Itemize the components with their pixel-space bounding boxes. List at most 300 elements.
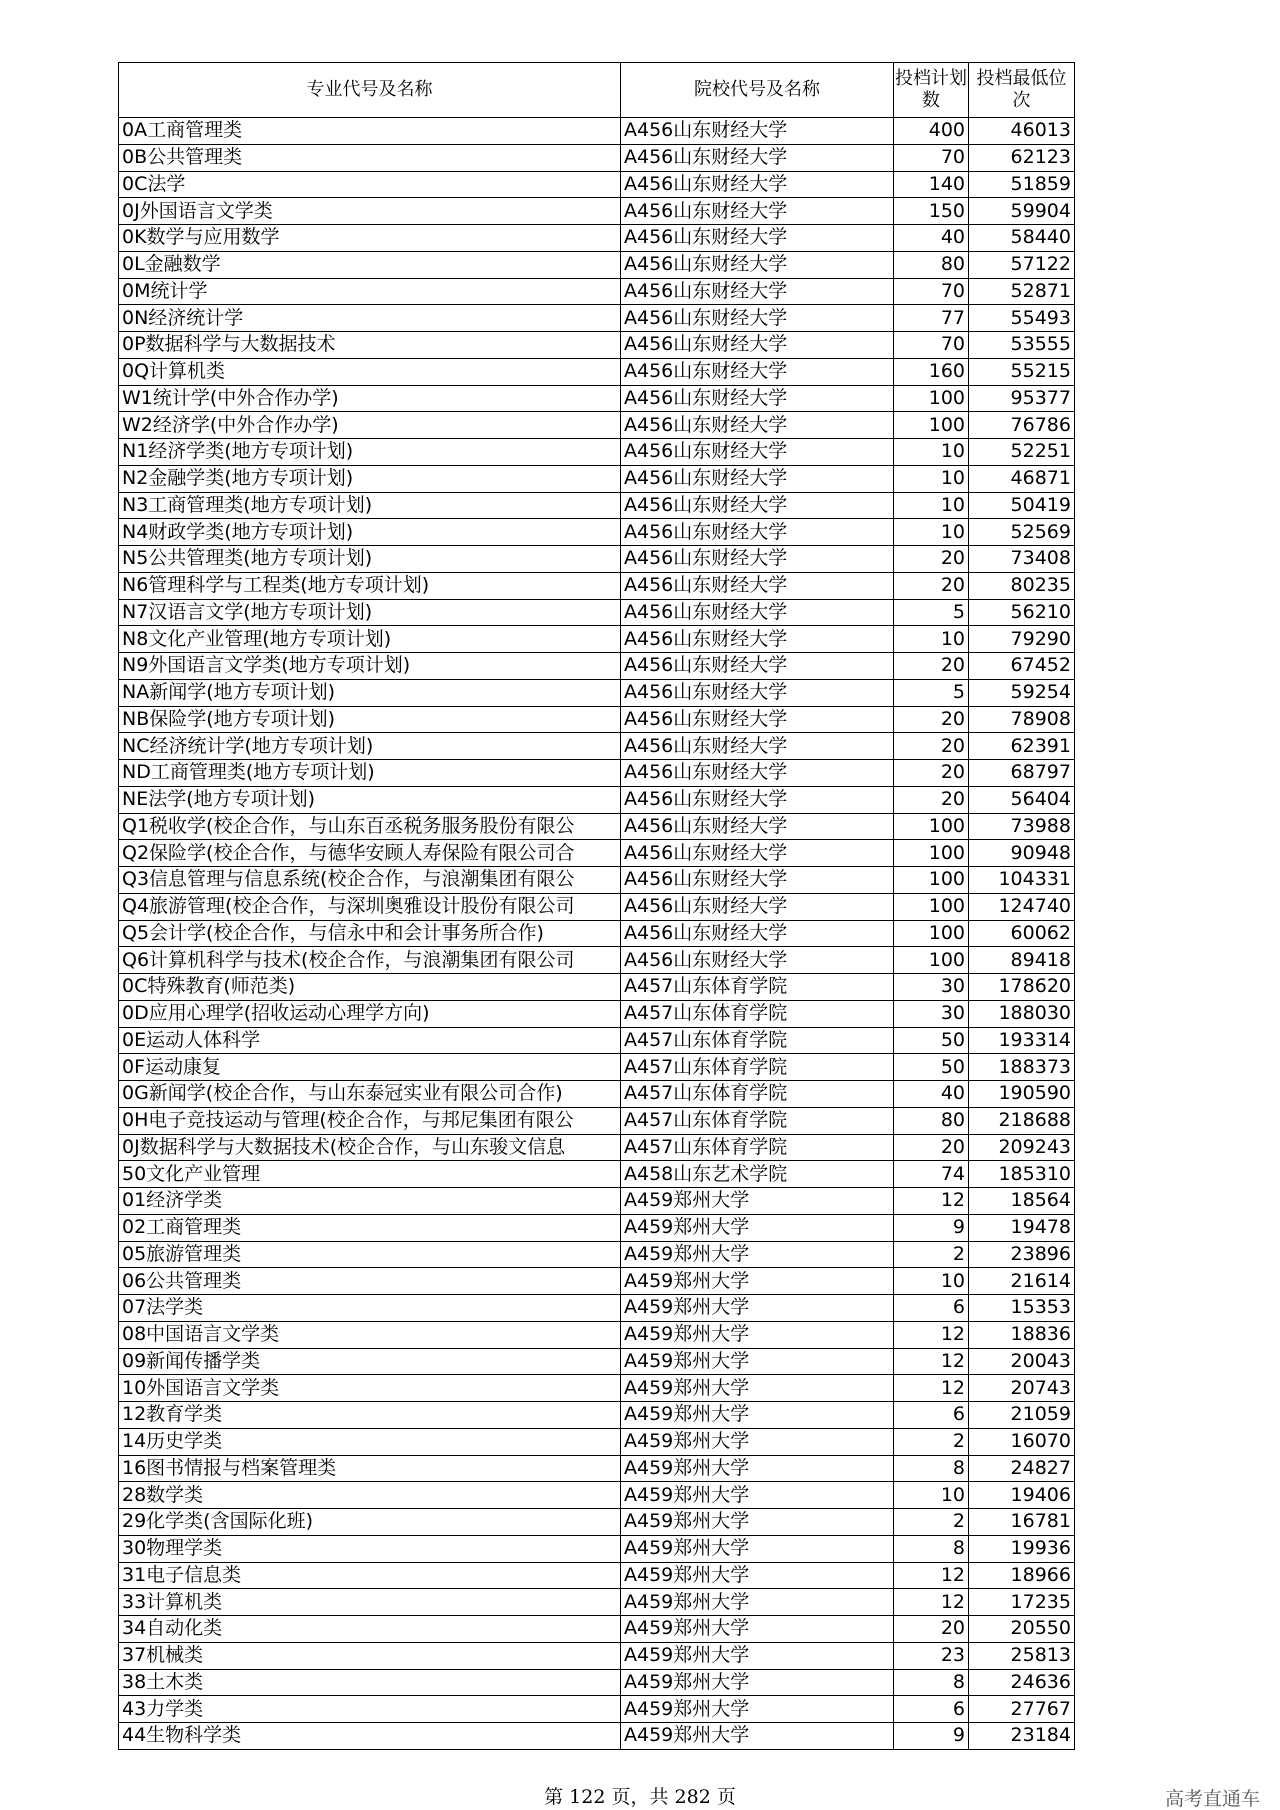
cell-major: 08中国语言文学类 [119, 1321, 621, 1348]
header-school: 院校代号及名称 [621, 63, 894, 118]
cell-plan-count: 80 [894, 1107, 969, 1134]
cell-major: 0F运动康复 [119, 1054, 621, 1081]
cell-major: Q2保险学(校企合作，与德华安顾人寿保险有限公司合 [119, 840, 621, 867]
cell-plan-count: 20 [894, 546, 969, 573]
cell-major: NA新闻学(地方专项计划) [119, 679, 621, 706]
cell-min-rank: 104331 [969, 867, 1075, 894]
cell-school: A456山东财经大学 [621, 358, 894, 385]
cell-school: A456山东财经大学 [621, 893, 894, 920]
table-row [119, 412, 1075, 439]
cell-school: A456山东财经大学 [621, 278, 894, 305]
cell-min-rank: 19936 [969, 1535, 1075, 1562]
table-row [119, 1348, 1075, 1375]
cell-min-rank: 24636 [969, 1669, 1075, 1696]
cell-min-rank: 52569 [969, 519, 1075, 546]
table-row [119, 1455, 1075, 1482]
table-row [119, 305, 1075, 332]
cell-school: A457山东体育学院 [621, 1027, 894, 1054]
cell-plan-count: 12 [894, 1348, 969, 1375]
cell-plan-count: 70 [894, 278, 969, 305]
cell-min-rank: 188373 [969, 1054, 1075, 1081]
cell-school: A459郑州大学 [621, 1642, 894, 1669]
cell-plan-count: 20 [894, 572, 969, 599]
table-row [119, 1642, 1075, 1669]
cell-min-rank: 46871 [969, 465, 1075, 492]
cell-major: 06公共管理类 [119, 1268, 621, 1295]
cell-school: A456山东财经大学 [621, 867, 894, 894]
table-row [119, 867, 1075, 894]
cell-plan-count: 400 [894, 118, 969, 145]
cell-plan-count: 40 [894, 1081, 969, 1108]
cell-min-rank: 53555 [969, 332, 1075, 359]
cell-min-rank: 62391 [969, 733, 1075, 760]
cell-major: N2金融学类(地方专项计划) [119, 465, 621, 492]
cell-major: 0J数据科学与大数据技术(校企合作，与山东骏文信息 [119, 1134, 621, 1161]
table-row [119, 599, 1075, 626]
cell-min-rank: 18966 [969, 1562, 1075, 1589]
cell-major: 16图书情报与档案管理类 [119, 1455, 621, 1482]
cell-min-rank: 76786 [969, 412, 1075, 439]
cell-school: A456山东财经大学 [621, 760, 894, 787]
cell-school: A456山东财经大学 [621, 840, 894, 867]
table-row [119, 626, 1075, 653]
cell-plan-count: 160 [894, 358, 969, 385]
cell-school: A459郑州大学 [621, 1562, 894, 1589]
header-rank: 投档最低位次 [969, 63, 1075, 118]
cell-school: A457山东体育学院 [621, 1081, 894, 1108]
cell-plan-count: 6 [894, 1402, 969, 1429]
cell-plan-count: 70 [894, 332, 969, 359]
cell-school: A457山东体育学院 [621, 1000, 894, 1027]
cell-school: A456山东财经大学 [621, 947, 894, 974]
cell-major: 09新闻传播学类 [119, 1348, 621, 1375]
cell-min-rank: 16781 [969, 1509, 1075, 1536]
cell-major: 28数学类 [119, 1482, 621, 1509]
cell-plan-count: 10 [894, 626, 969, 653]
cell-school: A456山东财经大学 [621, 653, 894, 680]
cell-major: Q4旅游管理(校企合作，与深圳奥雅设计股份有限公司 [119, 893, 621, 920]
cell-major: N7汉语言文学(地方专项计划) [119, 599, 621, 626]
cell-major: 0C特殊教育(师范类) [119, 974, 621, 1001]
cell-plan-count: 20 [894, 760, 969, 787]
cell-school: A459郑州大学 [621, 1482, 894, 1509]
header-major: 专业代号及名称 [119, 63, 621, 118]
table-row [119, 1134, 1075, 1161]
cell-school: A459郑州大学 [621, 1321, 894, 1348]
cell-school: A457山东体育学院 [621, 1107, 894, 1134]
cell-min-rank: 23184 [969, 1723, 1075, 1750]
cell-plan-count: 74 [894, 1161, 969, 1188]
cell-min-rank: 51859 [969, 171, 1075, 198]
cell-school: A459郑州大学 [621, 1402, 894, 1429]
cell-major: 0C法学 [119, 171, 621, 198]
table-row [119, 385, 1075, 412]
table-row [119, 1616, 1075, 1643]
cell-school: A458山东艺术学院 [621, 1161, 894, 1188]
cell-min-rank: 25813 [969, 1642, 1075, 1669]
table-row [119, 1562, 1075, 1589]
cell-school: A456山东财经大学 [621, 385, 894, 412]
cell-plan-count: 6 [894, 1295, 969, 1322]
cell-min-rank: 90948 [969, 840, 1075, 867]
cell-school: A456山东财经大学 [621, 251, 894, 278]
cell-major: 14历史学类 [119, 1428, 621, 1455]
cell-plan-count: 100 [894, 893, 969, 920]
cell-plan-count: 100 [894, 813, 969, 840]
table-row [119, 1027, 1075, 1054]
table-header-row [119, 63, 1075, 118]
cell-major: 38土木类 [119, 1669, 621, 1696]
table-row [119, 760, 1075, 787]
cell-major: 0L金融数学 [119, 251, 621, 278]
table-row [119, 278, 1075, 305]
cell-min-rank: 68797 [969, 760, 1075, 787]
cell-major: NC经济统计学(地方专项计划) [119, 733, 621, 760]
cell-min-rank: 95377 [969, 385, 1075, 412]
table-row [119, 1428, 1075, 1455]
cell-plan-count: 9 [894, 1723, 969, 1750]
cell-plan-count: 10 [894, 439, 969, 466]
cell-min-rank: 52251 [969, 439, 1075, 466]
cell-major: W2经济学(中外合作办学) [119, 412, 621, 439]
table-row [119, 332, 1075, 359]
cell-school: A459郑州大学 [621, 1723, 894, 1750]
cell-major: 37机械类 [119, 1642, 621, 1669]
cell-school: A457山东体育学院 [621, 1134, 894, 1161]
cell-school: A456山东财经大学 [621, 305, 894, 332]
table-row [119, 786, 1075, 813]
table-row [119, 1081, 1075, 1108]
table-row [119, 225, 1075, 252]
table-row [119, 1000, 1075, 1027]
table-row [119, 144, 1075, 171]
cell-min-rank: 209243 [969, 1134, 1075, 1161]
cell-major: 02工商管理类 [119, 1214, 621, 1241]
cell-plan-count: 150 [894, 198, 969, 225]
cell-min-rank: 178620 [969, 974, 1075, 1001]
cell-major: 30物理学类 [119, 1535, 621, 1562]
table-row [119, 974, 1075, 1001]
cell-school: A459郑州大学 [621, 1188, 894, 1215]
table-row [119, 1161, 1075, 1188]
cell-min-rank: 46013 [969, 118, 1075, 145]
cell-plan-count: 8 [894, 1455, 969, 1482]
cell-plan-count: 8 [894, 1669, 969, 1696]
admission-table [118, 62, 1075, 1750]
cell-major: Q3信息管理与信息系统(校企合作，与浪潮集团有限公 [119, 867, 621, 894]
table-row [119, 251, 1075, 278]
cell-school: A456山东财经大学 [621, 171, 894, 198]
cell-major: 31电子信息类 [119, 1562, 621, 1589]
cell-plan-count: 10 [894, 519, 969, 546]
cell-plan-count: 6 [894, 1696, 969, 1723]
cell-min-rank: 78908 [969, 706, 1075, 733]
table-row [119, 546, 1075, 573]
cell-plan-count: 40 [894, 225, 969, 252]
cell-plan-count: 80 [894, 251, 969, 278]
table-row [119, 1589, 1075, 1616]
cell-major: 12教育学类 [119, 1402, 621, 1429]
cell-plan-count: 2 [894, 1509, 969, 1536]
cell-plan-count: 5 [894, 679, 969, 706]
cell-min-rank: 21059 [969, 1402, 1075, 1429]
cell-min-rank: 16070 [969, 1428, 1075, 1455]
cell-min-rank: 193314 [969, 1027, 1075, 1054]
cell-school: A456山东财经大学 [621, 412, 894, 439]
cell-major: 0A工商管理类 [119, 118, 621, 145]
cell-plan-count: 100 [894, 867, 969, 894]
cell-min-rank: 62123 [969, 144, 1075, 171]
cell-major: W1统计学(中外合作办学) [119, 385, 621, 412]
table-row [119, 1268, 1075, 1295]
cell-school: A459郑州大学 [621, 1455, 894, 1482]
cell-plan-count: 12 [894, 1375, 969, 1402]
cell-min-rank: 20743 [969, 1375, 1075, 1402]
table-row [119, 572, 1075, 599]
cell-major: 29化学类(含国际化班) [119, 1509, 621, 1536]
cell-plan-count: 30 [894, 1000, 969, 1027]
cell-school: A456山东财经大学 [621, 144, 894, 171]
cell-major: 0H电子竞技运动与管理(校企合作，与邦尼集团有限公 [119, 1107, 621, 1134]
cell-school: A459郑州大学 [621, 1428, 894, 1455]
cell-school: A456山东财经大学 [621, 599, 894, 626]
cell-school: A456山东财经大学 [621, 626, 894, 653]
cell-min-rank: 60062 [969, 920, 1075, 947]
table-row [119, 1107, 1075, 1134]
table-row [119, 733, 1075, 760]
cell-min-rank: 24827 [969, 1455, 1075, 1482]
cell-major: Q6计算机科学与技术(校企合作，与浪潮集团有限公司 [119, 947, 621, 974]
table-row [119, 465, 1075, 492]
cell-school: A456山东财经大学 [621, 786, 894, 813]
table-row [119, 1054, 1075, 1081]
table-body [119, 118, 1075, 1750]
cell-plan-count: 100 [894, 920, 969, 947]
cell-major: 01经济学类 [119, 1188, 621, 1215]
cell-major: 10外国语言文学类 [119, 1375, 621, 1402]
cell-major: 0Q计算机类 [119, 358, 621, 385]
cell-min-rank: 79290 [969, 626, 1075, 653]
table-row [119, 118, 1075, 145]
cell-plan-count: 20 [894, 1134, 969, 1161]
cell-major: 07法学类 [119, 1295, 621, 1322]
cell-major: N6管理科学与工程类(地方专项计划) [119, 572, 621, 599]
page-number: 第 122 页，共 282 页 [544, 1786, 736, 1808]
cell-min-rank: 19478 [969, 1214, 1075, 1241]
cell-major: 43力学类 [119, 1696, 621, 1723]
cell-plan-count: 23 [894, 1642, 969, 1669]
table-row [119, 893, 1075, 920]
table-row [119, 1241, 1075, 1268]
table-row [119, 947, 1075, 974]
cell-major: 0M统计学 [119, 278, 621, 305]
cell-plan-count: 12 [894, 1589, 969, 1616]
cell-plan-count: 8 [894, 1535, 969, 1562]
cell-min-rank: 18564 [969, 1188, 1075, 1215]
table-row [119, 1669, 1075, 1696]
cell-school: A456山东财经大学 [621, 198, 894, 225]
cell-school: A459郑州大学 [621, 1696, 894, 1723]
table-row [119, 813, 1075, 840]
cell-major: N9外国语言文学类(地方专项计划) [119, 653, 621, 680]
cell-school: A456山东财经大学 [621, 492, 894, 519]
cell-school: A456山东财经大学 [621, 519, 894, 546]
cell-plan-count: 10 [894, 492, 969, 519]
cell-school: A456山东财经大学 [621, 920, 894, 947]
cell-school: A456山东财经大学 [621, 546, 894, 573]
cell-school: A456山东财经大学 [621, 465, 894, 492]
cell-major: NE法学(地方专项计划) [119, 786, 621, 813]
cell-school: A459郑州大学 [621, 1214, 894, 1241]
cell-school: A459郑州大学 [621, 1348, 894, 1375]
table-row [119, 1402, 1075, 1429]
cell-school: A459郑州大学 [621, 1669, 894, 1696]
cell-school: A456山东财经大学 [621, 706, 894, 733]
watermark-text: 高考直通车 [1164, 1788, 1260, 1810]
cell-min-rank: 59254 [969, 679, 1075, 706]
cell-plan-count: 12 [894, 1321, 969, 1348]
table-row [119, 439, 1075, 466]
cell-school: A456山东财经大学 [621, 813, 894, 840]
cell-plan-count: 100 [894, 840, 969, 867]
cell-plan-count: 12 [894, 1188, 969, 1215]
cell-major: 0K数学与应用数学 [119, 225, 621, 252]
cell-min-rank: 218688 [969, 1107, 1075, 1134]
cell-min-rank: 21614 [969, 1268, 1075, 1295]
table-row [119, 1375, 1075, 1402]
cell-school: A459郑州大学 [621, 1295, 894, 1322]
cell-school: A456山东财经大学 [621, 572, 894, 599]
cell-min-rank: 50419 [969, 492, 1075, 519]
cell-min-rank: 89418 [969, 947, 1075, 974]
cell-major: N1经济学类(地方专项计划) [119, 439, 621, 466]
cell-plan-count: 2 [894, 1428, 969, 1455]
cell-plan-count: 10 [894, 465, 969, 492]
cell-major: 0P数据科学与大数据技术 [119, 332, 621, 359]
cell-major: 05旅游管理类 [119, 1241, 621, 1268]
cell-major: Q5会计学(校企合作，与信永中和会计事务所合作) [119, 920, 621, 947]
cell-major: NB保险学(地方专项计划) [119, 706, 621, 733]
table-row [119, 920, 1075, 947]
cell-min-rank: 55215 [969, 358, 1075, 385]
cell-plan-count: 2 [894, 1241, 969, 1268]
cell-plan-count: 20 [894, 706, 969, 733]
cell-major: 0D应用心理学(招收运动心理学方向) [119, 1000, 621, 1027]
cell-major: N8文化产业管理(地方专项计划) [119, 626, 621, 653]
cell-major: N4财政学类(地方专项计划) [119, 519, 621, 546]
cell-school: A457山东体育学院 [621, 1054, 894, 1081]
cell-min-rank: 27767 [969, 1696, 1075, 1723]
table-row [119, 1696, 1075, 1723]
table-row [119, 1214, 1075, 1241]
cell-plan-count: 10 [894, 1482, 969, 1509]
cell-school: A459郑州大学 [621, 1535, 894, 1562]
cell-min-rank: 185310 [969, 1161, 1075, 1188]
cell-school: A459郑州大学 [621, 1509, 894, 1536]
cell-major: 50文化产业管理 [119, 1161, 621, 1188]
table-row [119, 519, 1075, 546]
cell-plan-count: 140 [894, 171, 969, 198]
table-row [119, 1321, 1075, 1348]
cell-min-rank: 52871 [969, 278, 1075, 305]
header-plan: 投档计划数 [894, 63, 969, 118]
cell-major: 33计算机类 [119, 1589, 621, 1616]
table-row [119, 1482, 1075, 1509]
cell-major: N3工商管理类(地方专项计划) [119, 492, 621, 519]
cell-min-rank: 58440 [969, 225, 1075, 252]
cell-min-rank: 59904 [969, 198, 1075, 225]
cell-major: 0N经济统计学 [119, 305, 621, 332]
cell-major: 34自动化类 [119, 1616, 621, 1643]
cell-school: A456山东财经大学 [621, 679, 894, 706]
cell-major: N5公共管理类(地方专项计划) [119, 546, 621, 573]
table-row [119, 358, 1075, 385]
cell-school: A456山东财经大学 [621, 332, 894, 359]
cell-min-rank: 57122 [969, 251, 1075, 278]
table-row [119, 492, 1075, 519]
table-row [119, 679, 1075, 706]
cell-min-rank: 73408 [969, 546, 1075, 573]
table-row [119, 653, 1075, 680]
table-row [119, 1509, 1075, 1536]
cell-plan-count: 100 [894, 412, 969, 439]
table-row [119, 1535, 1075, 1562]
cell-school: A459郑州大学 [621, 1268, 894, 1295]
cell-plan-count: 20 [894, 733, 969, 760]
cell-plan-count: 100 [894, 947, 969, 974]
table-row [119, 1188, 1075, 1215]
cell-school: A456山东财经大学 [621, 439, 894, 466]
cell-min-rank: 23896 [969, 1241, 1075, 1268]
cell-school: A456山东财经大学 [621, 118, 894, 145]
cell-min-rank: 15353 [969, 1295, 1075, 1322]
cell-min-rank: 56404 [969, 786, 1075, 813]
cell-plan-count: 70 [894, 144, 969, 171]
cell-school: A459郑州大学 [621, 1375, 894, 1402]
cell-min-rank: 20043 [969, 1348, 1075, 1375]
cell-major: 0E运动人体科学 [119, 1027, 621, 1054]
cell-major: 0B公共管理类 [119, 144, 621, 171]
cell-school: A456山东财经大学 [621, 225, 894, 252]
cell-plan-count: 10 [894, 1268, 969, 1295]
cell-major: 44生物科学类 [119, 1723, 621, 1750]
cell-major: ND工商管理类(地方专项计划) [119, 760, 621, 787]
cell-plan-count: 20 [894, 786, 969, 813]
cell-school: A456山东财经大学 [621, 733, 894, 760]
cell-plan-count: 5 [894, 599, 969, 626]
cell-min-rank: 19406 [969, 1482, 1075, 1509]
cell-plan-count: 20 [894, 653, 969, 680]
cell-plan-count: 30 [894, 974, 969, 1001]
cell-min-rank: 124740 [969, 893, 1075, 920]
table-row [119, 1723, 1075, 1750]
cell-min-rank: 73988 [969, 813, 1075, 840]
cell-min-rank: 55493 [969, 305, 1075, 332]
cell-min-rank: 67452 [969, 653, 1075, 680]
cell-school: A459郑州大学 [621, 1241, 894, 1268]
table-row [119, 840, 1075, 867]
cell-major: 0G新闻学(校企合作，与山东泰冠实业有限公司合作) [119, 1081, 621, 1108]
cell-plan-count: 9 [894, 1214, 969, 1241]
cell-min-rank: 190590 [969, 1081, 1075, 1108]
table-row [119, 171, 1075, 198]
cell-plan-count: 77 [894, 305, 969, 332]
cell-school: A459郑州大学 [621, 1589, 894, 1616]
table-row [119, 198, 1075, 225]
cell-min-rank: 20550 [969, 1616, 1075, 1643]
cell-plan-count: 12 [894, 1562, 969, 1589]
cell-school: A459郑州大学 [621, 1616, 894, 1643]
